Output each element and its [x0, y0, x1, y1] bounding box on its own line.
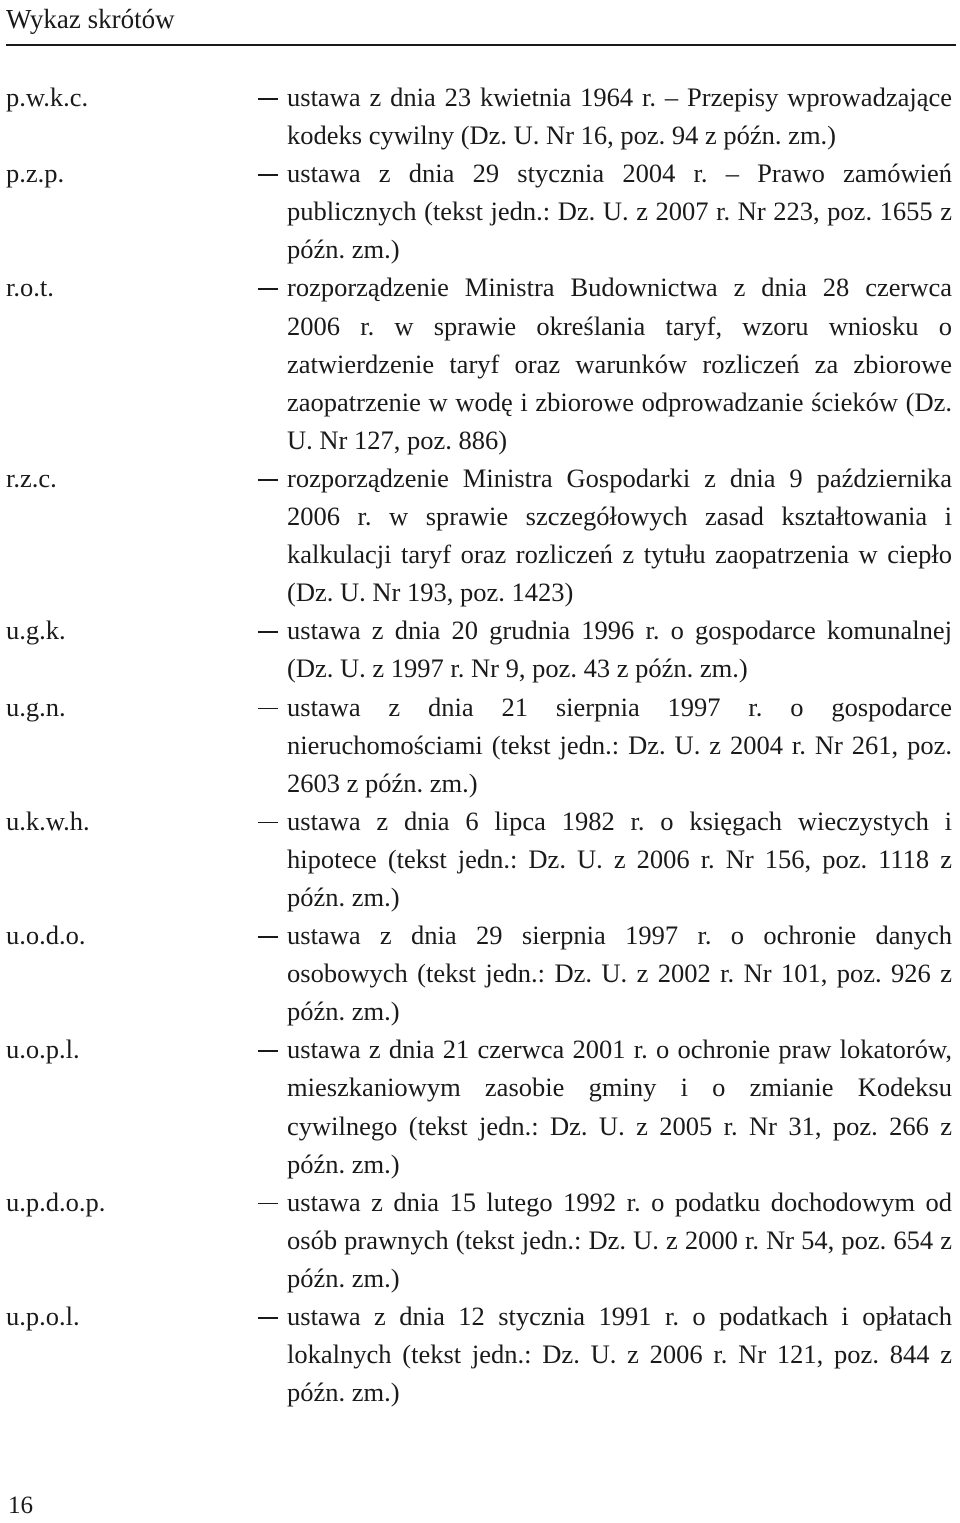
abbreviation-description: ustawa z dnia 15 lutego 1992 r. o podatku dochodowym od osób prawnych (tekst jedn.: Dz. U. z 2000 r. Nr 54, poz. 654 z późn. zm.)	[287, 1186, 952, 1293]
abbreviation: u.k.w.h.	[6, 805, 90, 836]
abbreviation-description: rozporządzenie Ministra Budownictwa z dnia 28 czerwca 2006 r. w sprawie określania taryf, wzoru wniosku o zatwierdzenie taryf oraz warunków rozliczeń za zbiorowe zaopatrzenie w wodę i zbiorowe odprowadzanie ścieków (Dz. U. Nr 127, poz. 886)	[287, 272, 952, 455]
dash-separator	[257, 802, 287, 840]
abbreviation-description: ustawa z dnia 6 lipca 1982 r. o księgach wieczystych i hipotece (tekst jedn.: Dz. U. z 2006 r. Nr 156, poz. 1118 z późn. zm.)	[287, 805, 952, 912]
dash-separator	[257, 268, 287, 306]
abbreviation: u.p.d.o.p.	[6, 1186, 106, 1217]
dash-separator	[257, 1183, 287, 1221]
dash-separator	[257, 611, 287, 649]
abbreviations-list	[0, 78, 960, 1411]
abbreviation: u.g.k.	[6, 615, 66, 646]
dash-separator	[257, 688, 287, 726]
abbreviation-description: rozporządzenie Ministra Gospodarki z dnia 9 października 2006 r. w sprawie szczegółowych zasad kształtowania i kalkulacji taryf oraz rozliczeń z tytułu zaopatrzenia w ciepło (Dz. U. Nr 193, poz. 1423)	[287, 462, 952, 608]
abbreviation-description: ustawa z dnia 21 czerwca 2001 r. o ochronie praw lokatorów, mieszkaniowym zasobie gminy i o zmianie Kodeksu cywilnego (tekst jedn.: Dz. U. z 2005 r. Nr 31, poz. 266 z późn. zm.)	[287, 1034, 952, 1179]
abbreviation-entry	[0, 268, 960, 458]
abbreviation-entry	[0, 688, 960, 802]
abbreviation-entry	[0, 916, 960, 1030]
abbreviation: r.o.t.	[6, 272, 54, 303]
abbreviation-entry	[0, 154, 960, 268]
abbreviation-description: ustawa z dnia 12 stycznia 1991 r. o podatkach i opłatach lokalnych (tekst jedn.: Dz. U. z 2006 r. Nr 121, poz. 844 z późn. zm.)	[287, 1301, 952, 1408]
running-header	[6, 0, 956, 46]
abbreviation-entry	[0, 1030, 960, 1182]
abbreviation-description: ustawa z dnia 29 sierpnia 1997 r. o ochronie danych osobowych (tekst jedn.: Dz. U. z 2002 r. Nr 101, poz. 926 z późn. zm.)	[287, 920, 952, 1027]
dash-separator	[257, 916, 287, 954]
abbreviation: p.z.p.	[6, 158, 65, 189]
dash-separator	[257, 459, 287, 497]
abbreviation-description: ustawa z dnia 23 kwietnia 1964 r. – Przepisy wprowadzające kodeks cywilny (Dz. U. Nr 16, poz. 94 z późn. zm.)	[287, 82, 952, 151]
abbreviation-description: ustawa z dnia 21 sierpnia 1997 r. o gospodarce nieruchomościami (tekst jedn.: Dz. U. z 2004 r. Nr 261, poz. 2603 z późn. zm.)	[287, 691, 952, 798]
abbreviation-entry	[0, 459, 960, 611]
abbreviation-description: ustawa z dnia 20 grudnia 1996 r. o gospodarce komunalnej (Dz. U. z 1997 r. Nr 9, poz. 43 z późn. zm.)	[287, 615, 952, 684]
dash-separator	[257, 154, 287, 192]
header-title: Wykaz skrótów	[6, 4, 175, 34]
abbreviation-entry	[0, 802, 960, 916]
abbreviation: p.w.k.c.	[6, 82, 89, 112]
page-number: 16	[8, 1492, 33, 1519]
abbreviation-entry	[0, 1297, 960, 1411]
abbreviation: u.p.o.l.	[6, 1301, 80, 1331]
dash-separator	[257, 78, 287, 116]
abbreviation-entry	[0, 1183, 960, 1297]
abbreviation-entry	[0, 611, 960, 687]
abbreviation: r.z.c.	[6, 462, 57, 493]
abbreviation: u.o.d.o.	[6, 920, 86, 951]
abbreviation-entry	[0, 78, 960, 154]
dash-separator	[257, 1297, 287, 1335]
abbreviation-description: ustawa z dnia 29 stycznia 2004 r. – Prawo zamówień publicznych (tekst jedn.: Dz. U. z 2007 r. Nr 223, poz. 1655 z późn. zm.)	[287, 158, 952, 265]
dash-separator	[257, 1030, 287, 1068]
abbreviation: u.o.p.l.	[6, 1034, 80, 1065]
abbreviation: u.g.n.	[6, 691, 66, 722]
